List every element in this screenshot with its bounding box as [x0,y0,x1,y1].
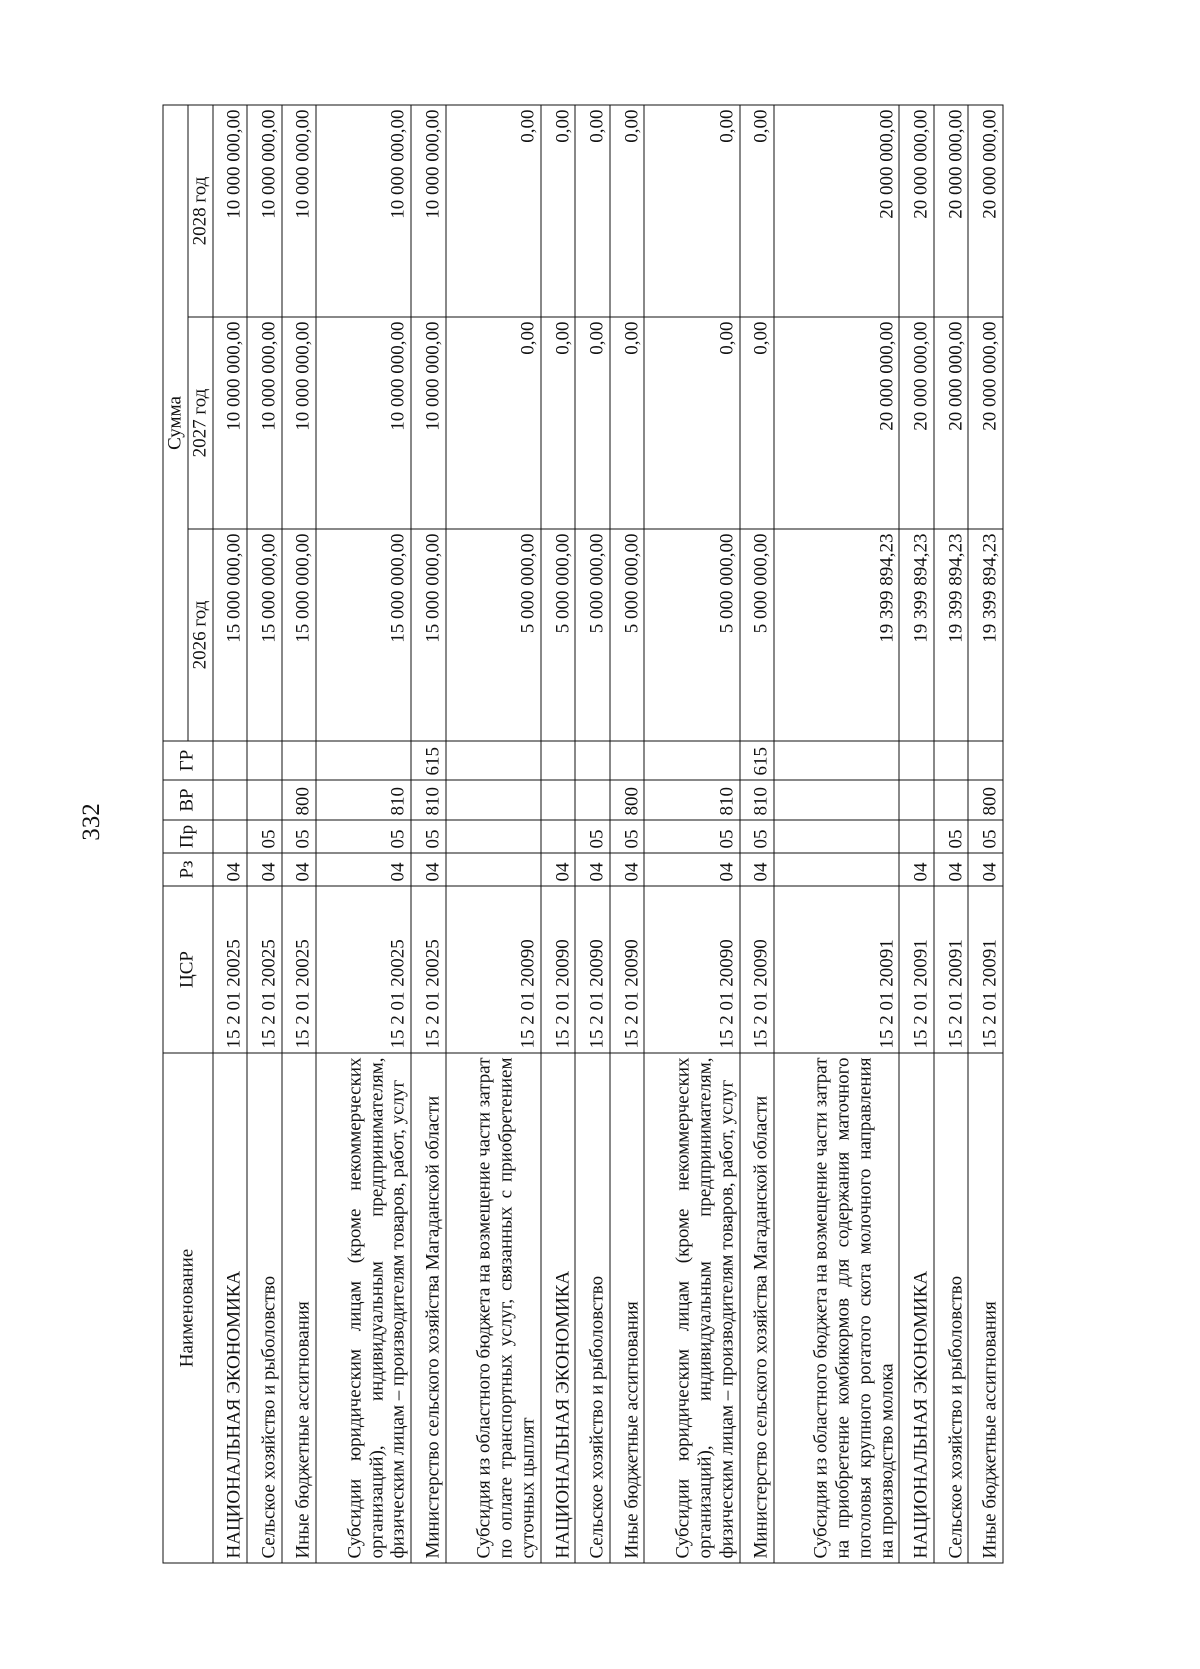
cell-2026: 5 000 000,00 [445,529,540,741]
cell-name: Министерство сельского хозяйства Магаданской области [411,1053,445,1563]
table-row [411,105,445,1563]
cell-csr: 15 2 01 20090 [445,886,540,1053]
cell-name: Сельское хозяйство и рыболовство [933,1053,967,1563]
cell-rz: 04 [739,853,773,886]
cell-2026: 15 000 000,00 [247,529,281,741]
cell-rz: 04 [281,853,315,886]
cell-rz [445,853,540,886]
cell-2028: 0,00 [609,105,643,317]
cell-2027: 0,00 [575,317,609,529]
cell-2028: 10 000 000,00 [316,105,411,317]
cell-csr: 15 2 01 20090 [575,886,609,1053]
cell-rz: 04 [575,853,609,886]
cell-2027: 20 000 000,00 [773,317,898,529]
cell-2028: 0,00 [445,105,540,317]
cell-name: Субсидия из областного бюджета на возмещение части затрат по оплате транспортных услуг, связанных с приобретением суточных цыплят [445,1053,540,1563]
table-row [644,105,739,1563]
cell-rz: 04 [247,853,281,886]
cell-csr: 15 2 01 20091 [933,886,967,1053]
cell-csr: 15 2 01 20090 [540,886,574,1053]
cell-rz: 04 [609,853,643,886]
table-row [247,105,281,1563]
cell-csr: 15 2 01 20025 [247,886,281,1053]
cell-gr [933,741,967,780]
cell-csr: 15 2 01 20090 [739,886,773,1053]
cell-pr: 05 [411,820,445,853]
cell-2027: 0,00 [609,317,643,529]
cell-rz: 04 [411,853,445,886]
cell-vr [899,780,933,820]
cell-gr: 615 [411,741,445,780]
cell-2028: 20 000 000,00 [968,105,1003,317]
cell-csr: 15 2 01 20091 [773,886,898,1053]
header-name: Наименование [163,1053,213,1563]
header-year-2026: 2026 год [187,529,212,741]
cell-2027: 0,00 [644,317,739,529]
cell-csr: 15 2 01 20025 [411,886,445,1053]
cell-2028: 0,00 [739,105,773,317]
cell-vr [575,780,609,820]
cell-pr: 05 [644,820,739,853]
rotated-table-area [162,105,1003,1563]
header-gr: ГР [163,741,213,780]
cell-pr: 05 [247,820,281,853]
table-row [281,105,315,1563]
cell-gr [445,741,540,780]
table-row [968,105,1003,1563]
table-frame [162,105,1003,1563]
cell-pr [899,820,933,853]
cell-vr [445,780,540,820]
cell-pr [212,820,246,853]
cell-2027: 0,00 [445,317,540,529]
cell-pr: 05 [316,820,411,853]
cell-csr: 15 2 01 20091 [968,886,1003,1053]
cell-2026: 5 000 000,00 [739,529,773,741]
cell-2027: 20 000 000,00 [899,317,933,529]
cell-rz: 04 [316,853,411,886]
cell-2026: 5 000 000,00 [609,529,643,741]
cell-2028: 10 000 000,00 [247,105,281,317]
cell-2028: 0,00 [540,105,574,317]
cell-rz: 04 [212,853,246,886]
cell-pr [445,820,540,853]
cell-2027: 10 000 000,00 [316,317,411,529]
header-pr: Пр [163,820,213,853]
cell-gr [575,741,609,780]
header-row-top [163,105,188,1563]
cell-2028: 0,00 [644,105,739,317]
cell-2027: 10 000 000,00 [247,317,281,529]
cell-rz: 04 [968,853,1003,886]
table-row [773,105,898,1563]
cell-vr: 800 [609,780,643,820]
cell-2026: 15 000 000,00 [281,529,315,741]
cell-2026: 15 000 000,00 [316,529,411,741]
table-row [609,105,643,1563]
header-sum: Сумма [163,105,188,741]
cell-2028: 10 000 000,00 [212,105,246,317]
cell-2027: 0,00 [540,317,574,529]
table-row [212,105,246,1563]
cell-2027: 10 000 000,00 [281,317,315,529]
cell-2027: 20 000 000,00 [933,317,967,529]
cell-rz: 04 [933,853,967,886]
cell-2026: 19 399 894,23 [968,529,1003,741]
cell-csr: 15 2 01 20025 [212,886,246,1053]
cell-2027: 10 000 000,00 [411,317,445,529]
table-row [899,105,933,1563]
cell-2026: 5 000 000,00 [575,529,609,741]
cell-vr [212,780,246,820]
budget-table [162,104,1003,1563]
cell-gr [773,741,898,780]
cell-gr [212,741,246,780]
table-row [739,105,773,1563]
cell-vr [247,780,281,820]
cell-name: НАЦИОНАЛЬНАЯ ЭКОНОМИКА [899,1053,933,1563]
cell-pr [540,820,574,853]
cell-vr: 810 [644,780,739,820]
cell-name: Министерство сельского хозяйства Магаданской области [739,1053,773,1563]
cell-name: Сельское хозяйство и рыболовство [575,1053,609,1563]
cell-rz [773,853,898,886]
cell-gr [247,741,281,780]
cell-name: НАЦИОНАЛЬНАЯ ЭКОНОМИКА [540,1053,574,1563]
cell-gr [899,741,933,780]
page-number: 332 [78,803,105,841]
cell-2026: 15 000 000,00 [411,529,445,741]
cell-vr: 810 [411,780,445,820]
cell-csr: 15 2 01 20090 [644,886,739,1053]
cell-2028: 10 000 000,00 [411,105,445,317]
cell-2028: 20 000 000,00 [933,105,967,317]
cell-pr: 05 [933,820,967,853]
cell-name: Сельское хозяйство и рыболовство [247,1053,281,1563]
cell-vr: 810 [316,780,411,820]
cell-name: Иные бюджетные ассигнования [281,1053,315,1563]
cell-2026: 15 000 000,00 [212,529,246,741]
cell-2028: 20 000 000,00 [899,105,933,317]
header-csr: ЦСР [163,886,213,1053]
cell-gr [968,741,1003,780]
cell-name: Иные бюджетные ассигнования [968,1053,1003,1563]
cell-csr: 15 2 01 20025 [316,886,411,1053]
cell-name: Иные бюджетные ассигнования [609,1053,643,1563]
header-rz: Рз [163,853,213,886]
cell-csr: 15 2 01 20091 [899,886,933,1053]
cell-pr: 05 [968,820,1003,853]
cell-2028: 20 000 000,00 [773,105,898,317]
cell-2026: 19 399 894,23 [933,529,967,741]
cell-gr [609,741,643,780]
cell-gr [281,741,315,780]
cell-rz: 04 [644,853,739,886]
cell-2026: 5 000 000,00 [644,529,739,741]
cell-pr [773,820,898,853]
table-row [933,105,967,1563]
cell-vr [540,780,574,820]
cell-rz: 04 [899,853,933,886]
cell-2027: 0,00 [739,317,773,529]
cell-2026: 5 000 000,00 [540,529,574,741]
cell-name: Субсидия из областного бюджета на возмещение части затрат на приобретение комбикормов для содержания маточного поголовья крупного рогатого скота молочного направления на производство молока [773,1053,898,1563]
cell-vr: 800 [968,780,1003,820]
cell-vr [773,780,898,820]
header-year-2027: 2027 год [187,317,212,529]
cell-gr: 615 [739,741,773,780]
cell-pr: 05 [281,820,315,853]
cell-pr: 05 [575,820,609,853]
cell-vr: 800 [281,780,315,820]
cell-2027: 10 000 000,00 [212,317,246,529]
cell-rz: 04 [540,853,574,886]
cell-csr: 15 2 01 20025 [281,886,315,1053]
table-row [316,105,411,1563]
cell-vr: 810 [739,780,773,820]
cell-gr [644,741,739,780]
cell-pr: 05 [609,820,643,853]
cell-2026: 19 399 894,23 [899,529,933,741]
cell-vr [933,780,967,820]
cell-2027: 20 000 000,00 [968,317,1003,529]
header-year-2028: 2028 год [187,105,212,317]
cell-2026: 19 399 894,23 [773,529,898,741]
header-vr: ВР [163,780,213,820]
table-row [575,105,609,1563]
cell-2028: 10 000 000,00 [281,105,315,317]
cell-name: НАЦИОНАЛЬНАЯ ЭКОНОМИКА [212,1053,246,1563]
table-row [540,105,574,1563]
cell-pr: 05 [739,820,773,853]
cell-csr: 15 2 01 20090 [609,886,643,1053]
cell-name: Субсидии юридическим лицам (кроме некоммерческих организаций), индивидуальным предпринимателям, физическим лицам – производителям товаров, работ, услуг [644,1053,739,1563]
cell-name: Субсидии юридическим лицам (кроме некоммерческих организаций), индивидуальным предпринимателям, физическим лицам – производителям товаров, работ, услуг [316,1053,411,1563]
cell-gr [540,741,574,780]
table-row [445,105,540,1563]
cell-2028: 0,00 [575,105,609,317]
cell-gr [316,741,411,780]
table-body [212,105,1002,1563]
